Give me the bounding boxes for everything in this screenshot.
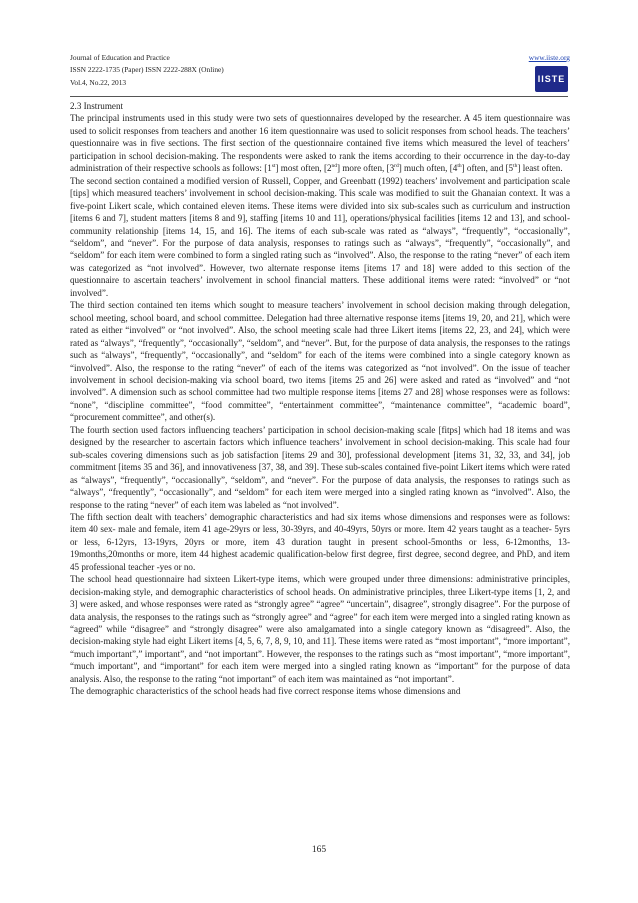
paragraph-school-head: The school head questionnaire had sixteen Likert-type items, which were grouped under three dimensions: administrative principles, decision-making style, and demographic characteristics of school heads. On administrative principles, three Likert-type items [1, 2, and 3] were asked, and whose responses were rated as “strongly agree” “agree” “uncertain”, disagree”, strongly disagree”. For the purpose of data analysis, the responses to the ratings such as “strongly agree” and “agree” for each item were merged into a singled rating known as “agreed” while “disagree” and “strongly disagree” were also amalgamated into a single category known as “disagreed”. Also, the decision-making style had eight Likert items [4, 5, 6, 7, 8, 9, 10, and 11]. These items were rated as “most important”, “more important”, “much important”,” important”, and “not important”. However, the responses to the ratings such as “most important”, “more important”, “much important”, and “important” for each item were merged into a singled rating known as “important” for the purpose of data analysis. Also, the response to the rating “not important” of each item was maintained as “not important”. bbox=[70, 574, 570, 684]
paragraph-fourth-section: The fourth section used factors influencing teachers’ participation in school decision-making scale [fitps] which had 18 items and was designed by the researcher to ascertain factors which influence teachers’ involvement in school decision-making. This scale had four sub-scales covering dimensions such as job satisfaction [items 29 and 30], professional development [items 31, 32, 33, and 34], job commitment [items 35 and 36], and innovativeness [37, 38, and 39]. These sub-scales contained five-point Likert items which were rated as “always”, “frequently”, “occasionally”, “seldom”, and “never”. For the purpose of data analysis, the responses to ratings such as “always”, “frequently”, “occasionally”, and “seldom” for each item were merged into a singled rating known as “involved”. Also, the response to the rating “never” of each item was labeled as “not involved”. bbox=[70, 424, 570, 510]
journal-title: Journal of Education and Practice bbox=[70, 53, 170, 62]
volume-line: Vol.4, No.22, 2013 bbox=[70, 77, 127, 87]
header-divider bbox=[70, 96, 568, 97]
article-body bbox=[70, 100, 570, 698]
paragraph-fifth-section: The fifth section dealt with teachers’ demographic characteristics and had six items whose dimensions and responses were as follows: item 40 sex- male and female, item 41 age-29yrs or less, 30-39yrs, and 40-49yrs, 50yrs or more. Item 42 years taught as a teacher- 5yrs or less, 6-12yrs, 13-19yrs, 20yrs or more, item 43 duration taught in present school-5months or less, 6-12months, 13-19months,20months or more, item 44 highest academic qualification-below first degree, first degree, second degree, and PhD, and item 45 professional teacher -yes or no. bbox=[70, 511, 570, 572]
paragraph-demographics: The demographic characteristics of the school heads had five correct response items whose dimensions and bbox=[70, 686, 461, 697]
issn-line: ISSN 2222-1735 (Paper) ISSN 2222-288X (Online) bbox=[70, 65, 224, 75]
page-number: 165 bbox=[311, 845, 327, 855]
paragraph-third-section: The third section contained ten items which sought to measure teachers’ involvement in school decision making through delegation, school meeting, school board, and school committee. Delegation had three alternative response items [items 19, 20, and 21], which were rated as either “involved” or “not involved”. Also, the school meeting scale had three Likert items [items 22, 23, and 24], which were rated as “always”, “frequently”, “occasionally”, “seldom”, and “never”. But, for the purpose of data analysis, the responses to the ratings such as “always”, “frequently”, “occasionally”, and “seldom” for each of the items were combined into a single category known as “involved”. Also, the response to the rating “never” of each of the items was categorized as “not involved”. On the issue of teacher involvement in school decision-making via school board, two items [items 25 and 26] were asked and rated as “involved” and “not involved”. A dimension such as school committee had two multiple response items [items 27 and 28] whose responses were as follows: “none”, “discipline committee”, “food committee”, “entertainment committee”, “maintenance committee”, “academic board”, “procurement committee”, and other(s). bbox=[70, 300, 570, 423]
journal-url-link[interactable]: www.iiste.org bbox=[528, 53, 570, 62]
iiste-logo: IISTE bbox=[535, 66, 568, 92]
page-header bbox=[70, 52, 570, 89]
paragraph-second-section: The second section contained a modified version of Russell, Copper, and Greenbatt (1992) teachers’ involvement and participation scale [tips] which measured teachers’ involvement in school decision-making. This scale was modified to suit the Ghanaian context. It was a five-point Likert scale, which contained eleven items. These items were divided into six sub-scales such as curriculum and instruction [items 6 and 7], student matters [items 8 and 9], staffing [items 10 and 11], operations/physical facilities [items 12 and 13], and school-community relationship [items 14, 15, and 16]. The items of each sub-scale was rated as “always”, “frequently”, “occasionally”, “seldom”, and “never”. For the purpose of data analysis, responses to ratings such as “always”, “frequently”, “occasionally”, and “seldom” for each item were combined to form a singled rating such as “involved”. Also, the response to the rating “never” of each item was categorized as “not involved”. However, two alternate response items [items 17 and 18] were added to this section of the questionnaire to ascertain teachers’ involvement in school financial matters. These additional items were rated: “involved” or “not involved”. bbox=[70, 175, 570, 298]
section-heading: 2.3 Instrument bbox=[70, 101, 124, 111]
paragraph-first-section: The principal instruments used in this study were two sets of questionnaires developed by the researcher. A 45 item questionnaire was used to solicit responses from teachers and another 16 item questionnaire was used to solicit responses from school heads. The teachers’ questionnaire was in five sections. The first section of the questionnaire contained five items which measured the level of teachers’ participation in school decision-making. The respondents were asked to rank the items according to their occurrence in the day-to-day administration of their respective schools as follows: [1st] most often, [2nd] more often, [3rd] much often, [4th] often, and [5th] least often. bbox=[70, 113, 570, 174]
